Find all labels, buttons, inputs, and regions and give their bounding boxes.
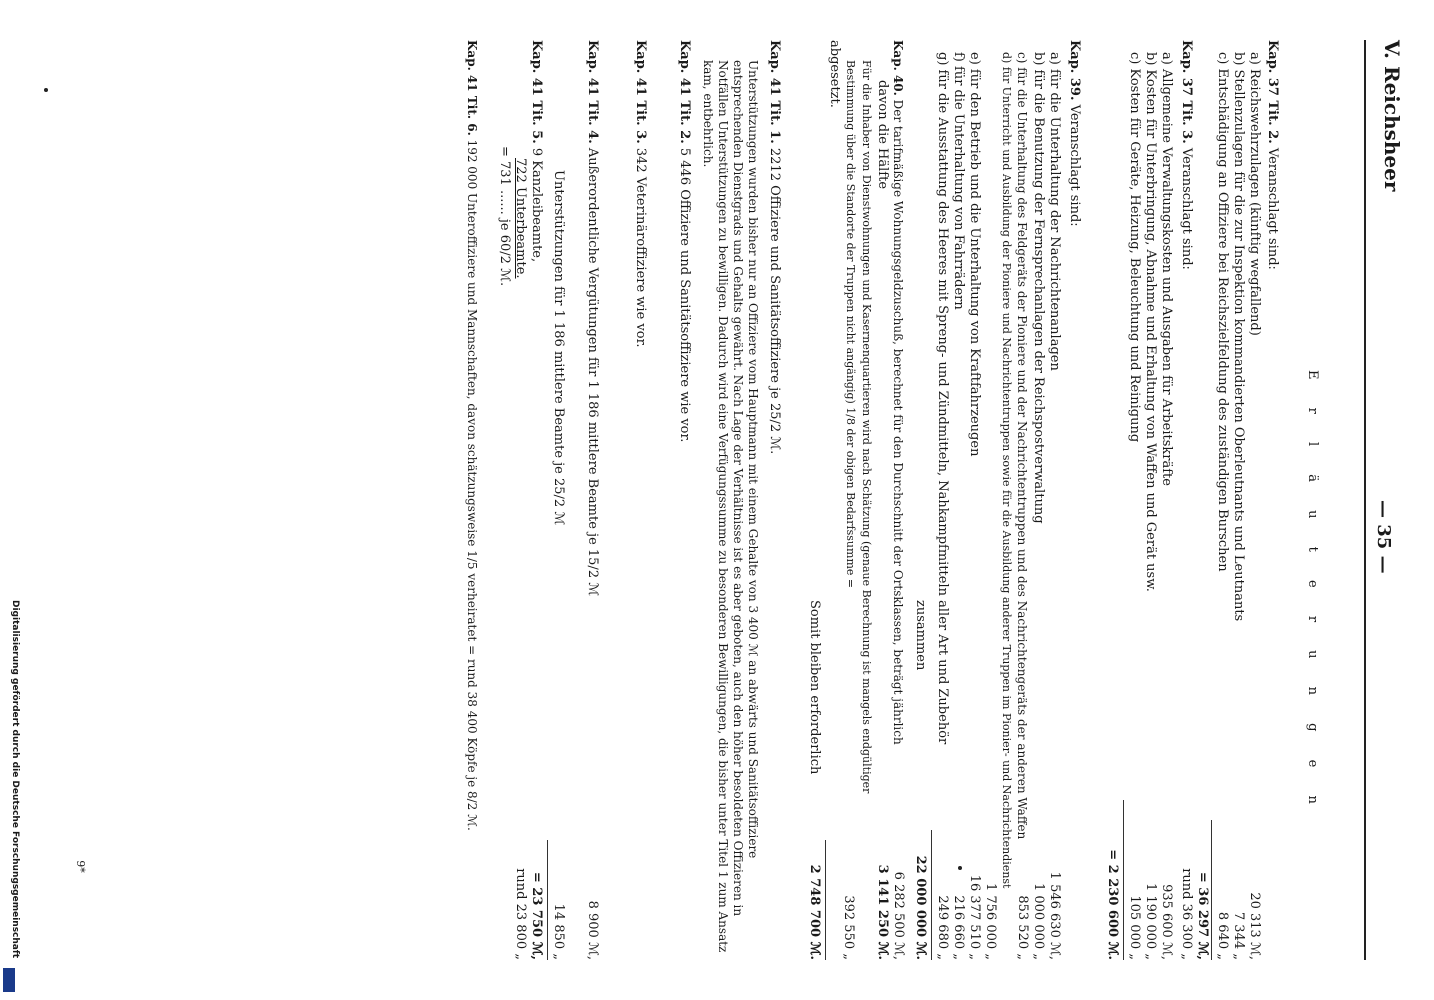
kap37-tit2-value-a: 20 313 ℳ, [1247,892,1262,960]
kap41-tit4-text-2: Unterstützungen für 1 186 mittlere Beamte je 25/2 ℳ [551,170,566,526]
kap41-tit1-block [766,40,782,454]
kap37-tit2-item-a: a) Reichswehrzulagen (künftig wegfallend) [1247,52,1262,336]
kap39-value-g: 249 680 „ [935,895,950,960]
kap40-value-2: 3 141 250 ℳ. [875,864,890,960]
kap41-tit4-text-1: Außerordentliche Vergütungen für 1 186 mittlere Beamte je 15/2 ℳ [585,147,600,597]
header-rule [1364,40,1366,960]
kap40-text-1: Der tarifmäßige Wohnungsgeldzuschuß, berechnet für den Durchschnitt der Ortsklassen, beträgt jährlich [891,99,905,745]
kap41-tit2-block [676,40,692,442]
kap39-value-a: 1 546 630 ℳ, [1047,871,1062,960]
page-dot [958,866,962,870]
digitization-note [4,600,20,990]
page-dot [44,88,48,92]
kap41-tit5-line-3: = 731 ...... je 60/2 ℳ. [497,146,512,287]
sum-rule [931,830,932,960]
kap40-value-3: 392 550 „ [841,895,856,960]
kap37-tit3-value-b: 1 190 000 „ [1143,882,1158,960]
kap39-intro: Veranschlagt sind: [1067,104,1082,227]
kap41-tit1-text: 2212 Offiziere und Sanitätsoffiziere je 25/2 ℳ. [767,147,782,455]
kap37-tit3-block [1178,40,1194,270]
kap37-tit3-item-a: a) Allgemeine Verwaltungskosten und Ausgaben für Arbeitskräfte [1159,52,1174,486]
kap39-value-d: 1 756 000 „ [983,882,998,960]
kap37-tit3-value-c: 105 000 „ [1127,895,1142,960]
kap39-item-g: g) für die Ausstattung des Heeres mit Spreng- und Zündmitteln, Nahkampfmitteln aller Art und Zubehör [935,52,950,745]
kap39-value-c: 853 520 „ [1015,895,1030,960]
kap40-value-1: 6 282 500 ℳ, [891,871,906,960]
kap39-item-f: f) für die Unterhaltung von Fahrrädern [951,52,966,310]
kap37-tit3-label: Kap. 37 Tit. 3. [1179,40,1194,144]
kap39-sum-label: zusammen [913,600,928,671]
kap41-tit2-text: 5 446 Offiziere und Sanitätsoffiziere wie vor. [677,147,692,443]
kap40-text-4: abgesetzt. [827,40,842,108]
sum-rule [547,840,548,960]
rotated-page-content [230,40,1404,960]
kap37-tit3-item-b: b) Kosten für Unterbringung, Abnahme und Erhaltung von Waffen und Gerät usw. [1143,52,1158,592]
sum-rule [825,840,826,960]
signature-mark: 9* [73,860,87,873]
kap41-tit6-block [464,40,480,831]
kap40-label: Kap. 40. [891,40,905,96]
kap37-tit3-intro: Veranschlagt sind: [1179,147,1194,270]
kap37-tit2-rounded: rund 36 300 „ [1179,868,1194,960]
kap41-tit5-line-2: 722 Unterbeamte. [513,158,528,279]
kap37-tit2-value-b: 7 344 „ [1231,911,1246,960]
kap41-tit3-text: 342 Veterinäroffiziere wie vor. [633,147,648,348]
sum-rule [1211,820,1212,960]
kap40-text-5: Somit bleiben erforderlich [807,600,822,775]
kap41-tit4-value-2: 14 850 „ [551,903,566,960]
kap39-total: 22 000 000 ℳ. [913,855,928,960]
kap39-value-f: 216 660 „ [951,895,966,960]
kap41-tit4-label: Kap. 41 Tit. 4. [585,40,600,144]
kap39-item-a: a) für die Unterhaltung der Nachrichtenanlagen [1047,52,1062,371]
kap37-tit2-item-b: b) Stellenzulagen für die zur Inspektion kommandierten Oberleutnants und Leutnants [1231,52,1246,622]
kap41-tit6-text: 192 000 Unteroffiziere und Mannschaften, davon schätzungsweise 1/5 verheiratet = rund 38 400 Köpfe je 8/2 ℳ. [465,139,479,831]
kap39-value-e: 16 377 510 „ [967,874,982,960]
sum-rule [1123,800,1124,960]
digitization-note-text: Digitalisierung gefördert durch die Deutsche Forschungsgemeinschaft [10,600,20,959]
kap37-tit3-total: = 2 230 600 ℳ. [1105,849,1120,960]
kap37-tit3-value-a: 935 600 ℳ, [1159,884,1174,960]
kap37-tit2-block [1264,40,1280,270]
kap41-tit5-label: Kap. 41 Tit. 5. [529,40,544,144]
kap40-block [890,40,906,745]
section-title: V. Reichsheer [1380,40,1404,192]
kap39-label: Kap. 39. [1067,40,1082,101]
kap39-item-b: b) für die Benutzung der Fernsprechanlagen der Reichspostverwaltung [1031,52,1046,524]
kap41-tit4-total: = 23 750 ℳ, [529,871,544,960]
kap41-tit1-label: Kap. 41 Tit. 1. [767,40,782,144]
kap40-text-2: davon die Hälfte [875,80,890,190]
page-number: — 35 — [1373,500,1394,574]
kap41-tit4-block [584,40,600,596]
kap39-item-e: e) für den Betrieb und die Unterhaltung von Kraftfahrzeugen [967,52,982,457]
kap39-value-b: 1 000 000 „ [1031,882,1046,960]
kap39-item-d: d) für Unterricht und Ausbildung der Pioniere und Nachrichtentruppen sowie für die Ausbildung anderer Truppen im Pionier- und Nachrichtendienst [1000,52,1013,889]
kap37-tit2-total: = 36 297 ℳ, [1195,871,1210,960]
kap41-tit1-note: Unterstützungen wurden bisher nur an Offiziere vom Hauptmann mit einem Gehalte von 3 400 ℳ an abwärts und Sanitätsoffiziere entsprechenden Dienstgrads und Gehalts gewährt. Nach Lage der Verhältnisse ist es aber geboten, auch den höher besoldeten Offizieren in Notfällen Unterstützungen zu bewilligen. Dadurch wird eine Verfügungssumme zu besonderen Bewilligungen, die bisher unter Titel 1 zum Ansatz kam, entbehrlich. [701,60,760,953]
kap41-tit3-block [632,40,648,348]
subtitle: E r l ä u t e r u n g e n [1305,370,1320,816]
kap41-tit2-label: Kap. 41 Tit. 2. [677,40,692,144]
kap41-tit4-value-1: 8 900 ℳ, [585,900,600,960]
kap40-text-3: Für die Inhaber von Dienstwohnungen und Kasernenquartieren wird nach Schätzung (genaue Berechnung ist mangels endgültiger Bestimmung über die Standorte der Truppen nicht angängig) 1/8 der obigen Bedarfssumme = [844,60,873,794]
kap41-tit4-rounded: rund 23 800 „ [513,868,528,960]
kap37-tit2-value-c: 8 640 „ [1215,911,1230,960]
dfg-logo [3,968,15,992]
kap41-tit3-label: Kap. 41 Tit. 3. [633,40,648,144]
kap41-tit6-label: Kap. 41 Tit. 6. [465,40,479,136]
kap37-tit2-label: Kap. 37 Tit. 2. [1265,40,1280,144]
kap37-tit3-item-c: c) Kosten für Geräte, Heizung, Beleuchtung und Reinigung [1127,52,1142,443]
kap40-value-5: 2 748 700 ℳ. [807,864,822,960]
kap39-block [1066,40,1082,227]
kap39-item-c: c) für die Unterhaltung des Feldgeräts der Pioniere und der Nachrichtentruppen und des Nachrichtengeräts der anderen Waffen [1015,52,1029,840]
kap37-tit2-intro: Veranschlagt sind: [1265,147,1280,270]
kap41-tit5-block [528,40,544,262]
kap37-tit2-item-c: c) Entschädigung an Offiziere bei Reichszielfeldung des zuständigen Burschen [1215,52,1230,572]
kap41-tit5-line-1: 9 Kanzleibeamte, [529,147,544,263]
